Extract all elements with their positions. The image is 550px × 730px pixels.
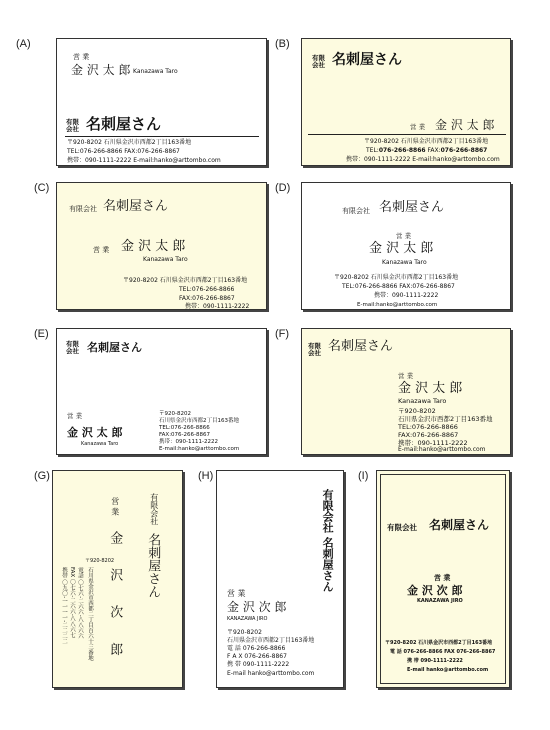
card-d-title: 営 業 [396, 232, 412, 240]
card-d[interactable] [301, 182, 511, 310]
card-g-zip: 〒920-8202 [85, 558, 115, 564]
card-h-label: (H) [198, 470, 214, 482]
card-f-address: 石川県金沢市西都2丁目163番地 [398, 415, 493, 423]
card-g-company-type: 有限会社 [149, 493, 159, 525]
card-h-reading: KANAZAWA JIRO [227, 616, 268, 622]
card-g-title: 営 業 [110, 497, 120, 516]
card-e-title: 営 業 [67, 412, 83, 420]
card-a-label: (A) [16, 38, 31, 50]
card-f-mail: E-mail:hanko@arttombo.com [398, 446, 486, 453]
card-b-rule [308, 134, 506, 135]
card-b-fax-label: FAX: [427, 147, 441, 154]
card-e-label: (E) [34, 328, 49, 340]
card-d-address: 〒920-8202 石川県金沢市西都2丁目163番地 [334, 274, 459, 281]
card-h-title: 営 業 [227, 589, 246, 598]
card-e-reading: Kanazawa Taro [81, 441, 119, 447]
card-f[interactable] [301, 328, 511, 455]
card-f-tel: TEL:076-266-8866 [398, 423, 458, 431]
card-e-company-type: 有限 会社 [66, 340, 79, 355]
card-e-tel: TEL:076-266-8866 [159, 425, 210, 431]
card-h-zip: 〒920-8202 [227, 629, 262, 636]
card-b[interactable] [301, 38, 511, 166]
card-e-mail: E-mail:hanko@arttombo.com [159, 446, 240, 452]
card-c-name: 金 沢 太 郎 [121, 239, 186, 254]
card-d-company: 名刺屋さん [379, 200, 445, 215]
card-f-name: 金 沢 太 郎 [398, 381, 463, 396]
card-b-label: (B) [275, 38, 290, 50]
card-a-address: 〒920-8202 石川県金沢市西都2丁目163番地 [67, 139, 192, 146]
card-a-name: 金 沢 太 郎 [71, 63, 131, 77]
card-i-company: 名刺屋さん [429, 518, 490, 532]
card-i-title: 営 業 [434, 574, 451, 582]
card-g-fax: FAX 〇七六-二六六-八八六七 [69, 567, 76, 638]
card-b-fax: 076-266-8867 [440, 147, 488, 154]
card-f-title: 営 業 [398, 372, 414, 380]
card-c-tel: TEL:076-266-8866 [179, 286, 235, 293]
card-d-mobile: 携帯：090-1111-2222 [374, 292, 439, 299]
card-a-reading: Kanazawa Taro [133, 68, 178, 75]
card-a-company-type: 有限 会社 [66, 118, 79, 133]
card-h-tel: 電 話 076-266-8866 [227, 645, 286, 652]
card-a-rule [65, 136, 259, 137]
card-i-mobile: 携 帯 090-1111-2222 [407, 658, 463, 664]
card-c-label: (C) [34, 182, 50, 194]
card-a-company: 名刺屋さん [86, 115, 162, 133]
card-e-company: 名刺屋さん [87, 341, 142, 354]
card-d-label: (D) [275, 182, 291, 194]
card-g-name: 金 沢 次 郎 [107, 531, 123, 666]
card-b-title: 営 業 [410, 123, 426, 131]
card-i-company-type: 有限会社 [387, 523, 417, 532]
card-a-title: 営 業 [73, 53, 90, 61]
card-h[interactable] [216, 470, 344, 688]
card-e-zip: 〒920-8202 [159, 411, 191, 417]
card-d-company-type: 有限会社 [342, 207, 370, 215]
card-b-address: 〒920-8202 石川県金沢市西都2丁目163番地 [364, 138, 489, 145]
card-f-reading: Kanazawa Taro [398, 397, 447, 405]
card-a[interactable] [56, 38, 267, 166]
card-f-company-type: 有限 会社 [308, 342, 321, 357]
card-e-name: 金 沢 太 郎 [67, 426, 123, 439]
card-e-fax: FAX:076-266-8867 [159, 432, 211, 438]
card-i[interactable] [376, 470, 510, 688]
card-h-mail: E-mail hanko@arttombo.com [227, 670, 315, 677]
card-i-tel: 電 話 076-266-8866 FAX 076-266-8867 [390, 649, 496, 655]
card-b-tel-line [366, 148, 487, 155]
card-h-name: 金 沢 次 郎 [227, 600, 287, 614]
card-b-tel-label: TEL: [366, 147, 379, 154]
card-i-label: (I) [358, 470, 369, 482]
card-b-company: 名刺屋さん [332, 52, 402, 68]
card-d-tel: TEL:076-266-8866 FAX:076-266-8867 [342, 283, 455, 290]
card-g-label: (G) [34, 470, 50, 482]
card-f-company: 名刺屋さん [328, 339, 394, 354]
card-a-tel: TEL:076-266-8866 FAX:076-266-8867 [67, 148, 180, 155]
card-b-company-type: 有限 会社 [312, 54, 325, 69]
card-h-address: 石川県金沢市西都2丁目163番地 [227, 637, 315, 644]
card-f-fax: FAX:076-266-8867 [398, 431, 459, 439]
card-g-company: 名刺屋さん [145, 533, 161, 598]
card-h-company: 有限会社 名刺屋さん [321, 489, 335, 592]
card-b-mail: 携帯：090-1111-2222 E-mail:hanko@arttombo.com [346, 156, 500, 163]
card-i-mail: E-mail hanko@arttombo.com [407, 667, 489, 673]
card-h-mobile: 携 帯 090-1111-2222 [227, 661, 290, 668]
card-i-address: 〒920-8202 石川県金沢市西都2丁目163番地 [385, 640, 493, 646]
card-d-reading: Kanazawa Taro [382, 259, 427, 266]
card-f-zip: 〒920-8202 [398, 407, 436, 415]
card-e[interactable] [56, 328, 267, 455]
card-c-title: 営 業 [93, 246, 110, 254]
card-g[interactable] [52, 470, 183, 688]
card-d-name: 金 沢 太 郎 [369, 241, 434, 256]
card-c-company-type: 有限会社 [69, 205, 97, 213]
card-e-address: 石川県金沢市西都2丁目163番地 [159, 418, 239, 424]
card-c[interactable] [56, 182, 267, 310]
card-g-mobile: 携帯 〇九〇-一一一一-二二二二 [61, 567, 68, 645]
card-f-label: (F) [275, 328, 290, 340]
card-h-fax: F A X 076-266-8867 [227, 653, 287, 660]
card-g-address: 石川県金沢市西都二丁目百六十三番地 [87, 567, 94, 661]
card-g-tel: 電話 〇七六-二六六-八八六六 [77, 567, 84, 639]
card-c-address: 〒920-8202 石川県金沢市西都2丁目163番地 [123, 277, 248, 284]
card-c-reading: Kanazawa Taro [143, 256, 188, 263]
card-c-company: 名刺屋さん [103, 199, 169, 214]
card-e-mobile: 携帯：090-1111-2222 [159, 439, 218, 445]
card-a-mail: 携帯：090-1111-2222 E-mail:hanko@arttombo.com [67, 157, 221, 164]
card-f-mobile: 携帯：090-1111-2222 [398, 439, 468, 447]
card-i-reading: KANAZAWA JIRO [417, 598, 463, 604]
card-c-mobile: 携帯：090-1111-2222 [185, 303, 250, 310]
card-b-name: 金 沢 太 郎 [435, 118, 495, 132]
card-c-fax: FAX:076-266-8867 [179, 295, 235, 302]
card-b-tel: 076-266-8866 [378, 147, 426, 154]
card-i-name: 金 沢 次 郎 [407, 584, 463, 597]
card-d-mail: E-mail:hanko@arttombo.com [357, 302, 438, 308]
